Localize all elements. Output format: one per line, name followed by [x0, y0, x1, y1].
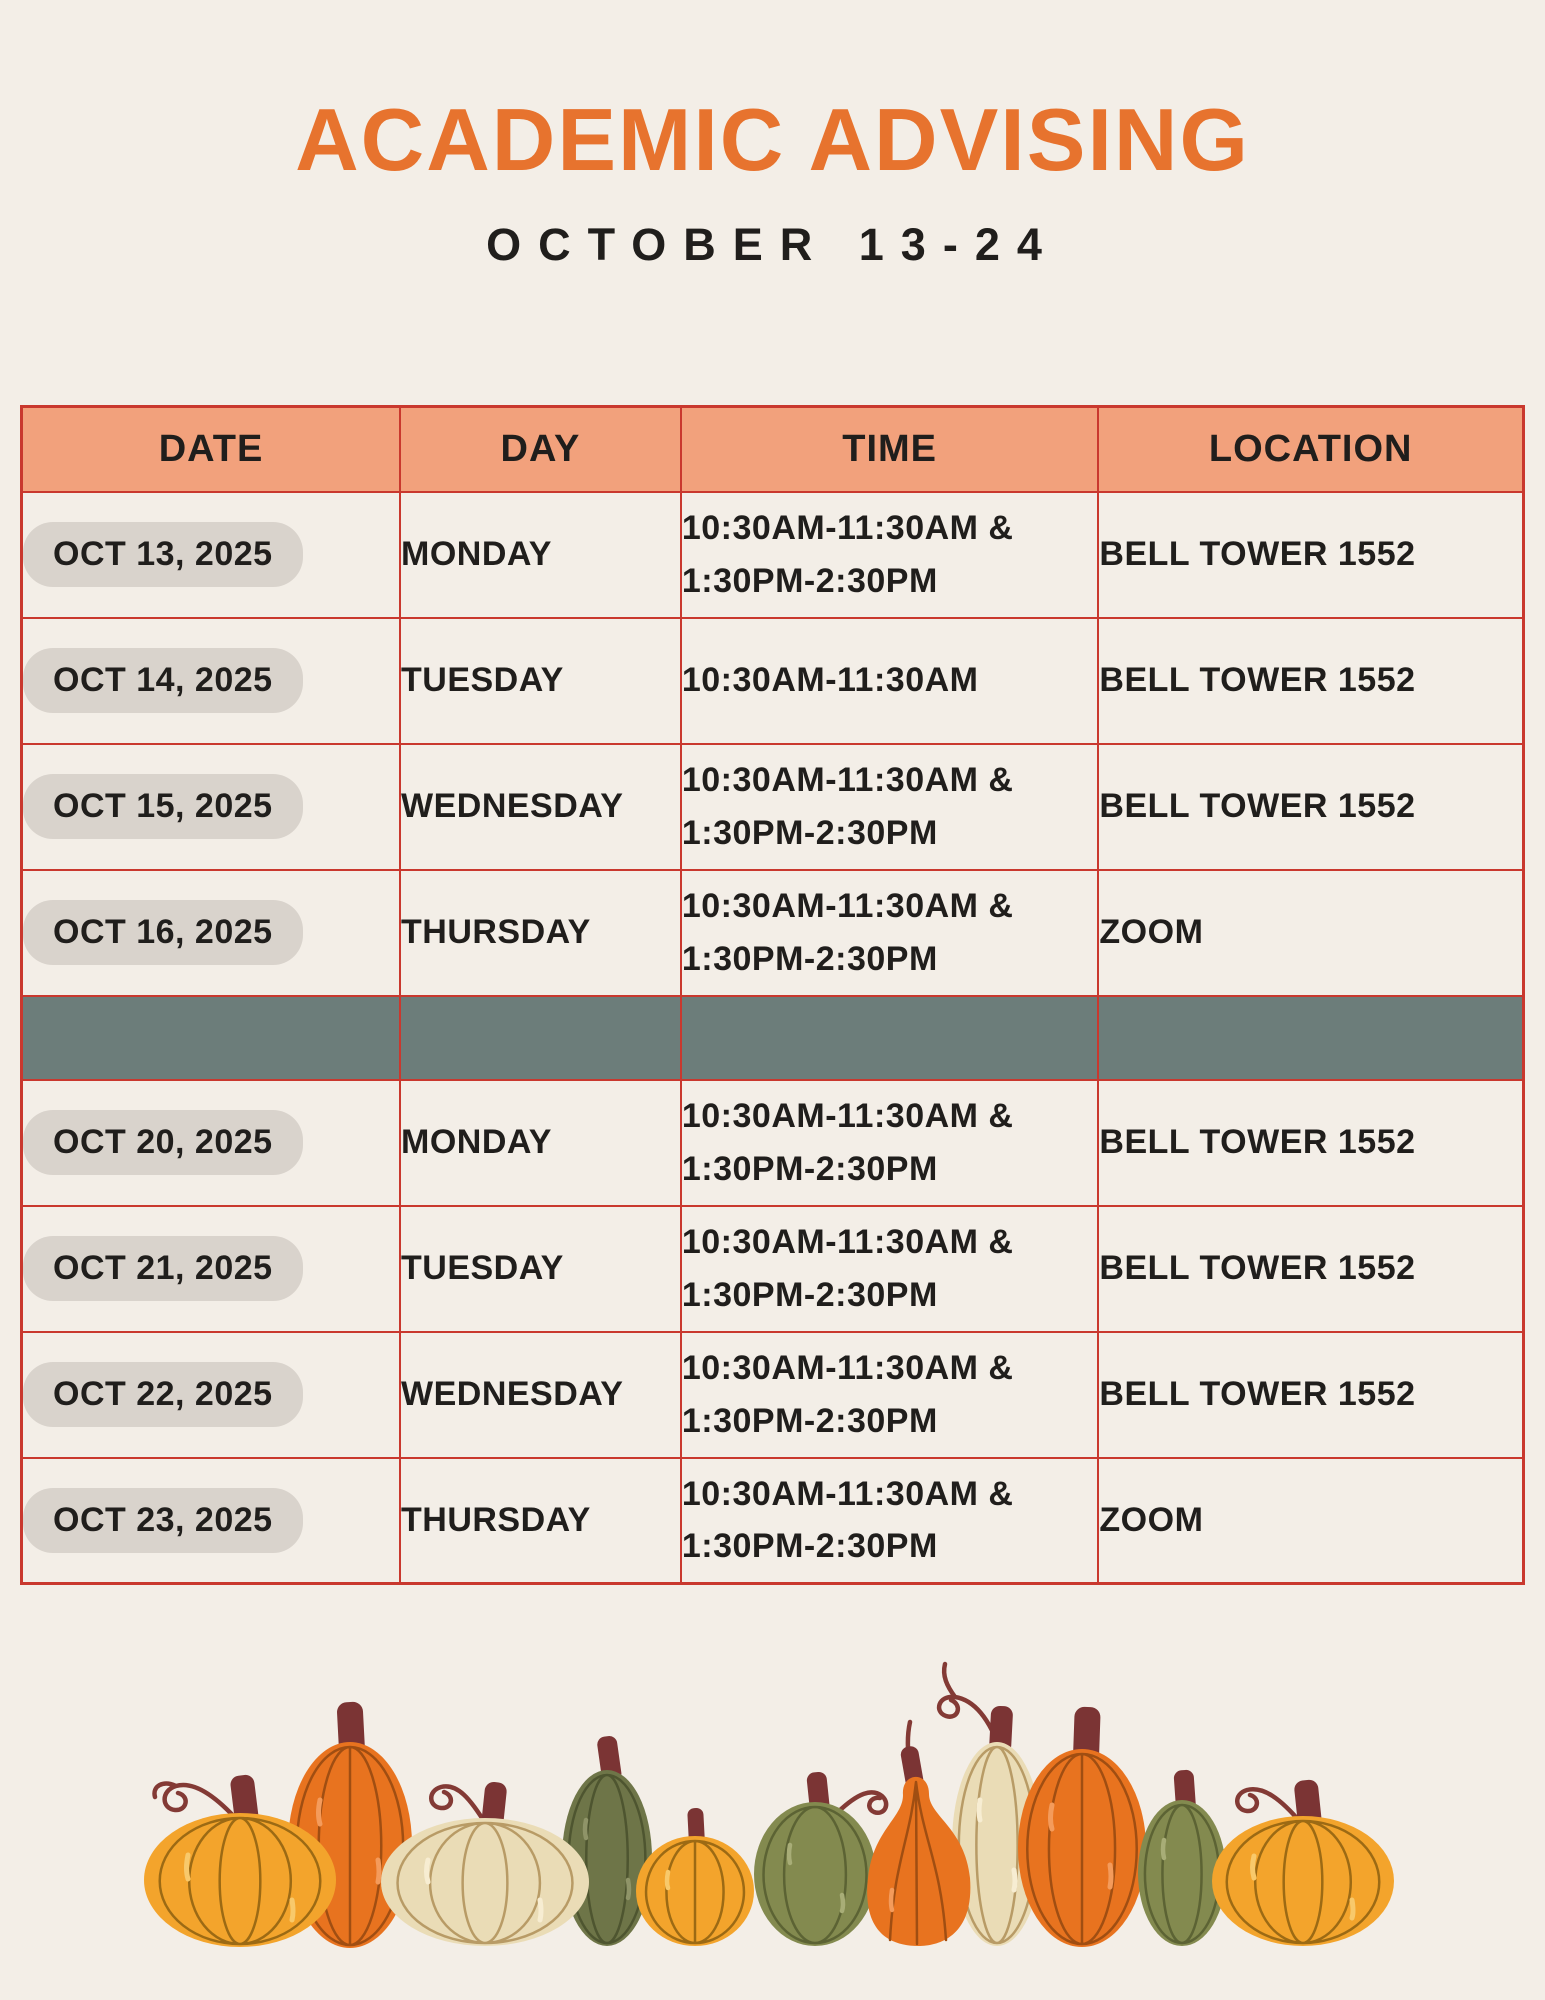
location-cell: BELL TOWER 1552: [1098, 618, 1523, 744]
time-cell: 10:30AM-11:30AM & 1:30PM-2:30PM: [681, 744, 1099, 870]
date-pill: OCT 22, 2025: [23, 1362, 303, 1427]
day-cell: THURSDAY: [400, 870, 681, 996]
location-cell: ZOOM: [1098, 870, 1523, 996]
pumpkin-row-illustration: [0, 1600, 1545, 2000]
divider-cell: [1098, 996, 1523, 1080]
day-cell: TUESDAY: [400, 1206, 681, 1332]
location-cell: BELL TOWER 1552: [1098, 1332, 1523, 1458]
page-title: ACADEMIC ADVISING: [295, 90, 1250, 189]
location-cell: BELL TOWER 1552: [1098, 1080, 1523, 1206]
column-header-date: DATE: [22, 407, 401, 492]
day-cell: TUESDAY: [400, 618, 681, 744]
location-cell: BELL TOWER 1552: [1098, 1206, 1523, 1332]
pumpkin-big-orange: [1018, 1707, 1146, 1947]
date-pill: OCT 21, 2025: [23, 1236, 303, 1301]
table-row: [22, 492, 1524, 618]
time-cell: 10:30AM-11:30AM & 1:30PM-2:30PM: [681, 1206, 1099, 1332]
table-row: [22, 1206, 1524, 1332]
location-cell: BELL TOWER 1552: [1098, 492, 1523, 618]
advising-schedule-table: [20, 405, 1525, 1585]
time-cell: 10:30AM-11:30AM & 1:30PM-2:30PM: [681, 1332, 1099, 1458]
day-cell: WEDNESDAY: [400, 1332, 681, 1458]
table-header-row: [22, 407, 1524, 492]
time-cell: 10:30AM-11:30AM & 1:30PM-2:30PM: [681, 492, 1099, 618]
table-row: [22, 1080, 1524, 1206]
pumpkin-small-yellow: [636, 1808, 754, 1946]
date-pill: OCT 13, 2025: [23, 522, 303, 587]
time-cell: 10:30AM-11:30AM & 1:30PM-2:30PM: [681, 1080, 1099, 1206]
pumpkin-olive-green: [754, 1771, 886, 1946]
pumpkin-dark-green-gourd: [562, 1735, 652, 1946]
day-cell: MONDAY: [400, 1080, 681, 1206]
column-header-time: TIME: [681, 407, 1099, 492]
date-pill: OCT 23, 2025: [23, 1488, 303, 1553]
date-pill: OCT 20, 2025: [23, 1110, 303, 1175]
divider-cell: [22, 996, 401, 1080]
pumpkin-cream-round: [381, 1781, 589, 1946]
time-cell: 10:30AM-11:30AM: [681, 618, 1099, 744]
column-header-day: DAY: [400, 407, 681, 492]
pumpkin-yellow-round-right: [1212, 1779, 1394, 1946]
pumpkin-olive-tall: [1138, 1769, 1226, 1946]
table-row: [22, 618, 1524, 744]
day-cell: MONDAY: [400, 492, 681, 618]
divider-cell: [400, 996, 681, 1080]
date-pill: OCT 14, 2025: [23, 648, 303, 713]
day-cell: THURSDAY: [400, 1458, 681, 1584]
divider-cell: [681, 996, 1099, 1080]
time-cell: 10:30AM-11:30AM & 1:30PM-2:30PM: [681, 870, 1099, 996]
column-header-location: LOCATION: [1098, 407, 1523, 492]
week-divider-row: [22, 996, 1524, 1080]
page-subtitle: OCTOBER 13-24: [486, 219, 1059, 270]
location-cell: BELL TOWER 1552: [1098, 744, 1523, 870]
day-cell: WEDNESDAY: [400, 744, 681, 870]
table-row: [22, 870, 1524, 996]
table-row: [22, 1332, 1524, 1458]
location-cell: ZOOM: [1098, 1458, 1523, 1584]
date-pill: OCT 16, 2025: [23, 900, 303, 965]
date-pill: OCT 15, 2025: [23, 774, 303, 839]
time-cell: 10:30AM-11:30AM & 1:30PM-2:30PM: [681, 1458, 1099, 1584]
table-row: [22, 744, 1524, 870]
table-row: [22, 1458, 1524, 1584]
